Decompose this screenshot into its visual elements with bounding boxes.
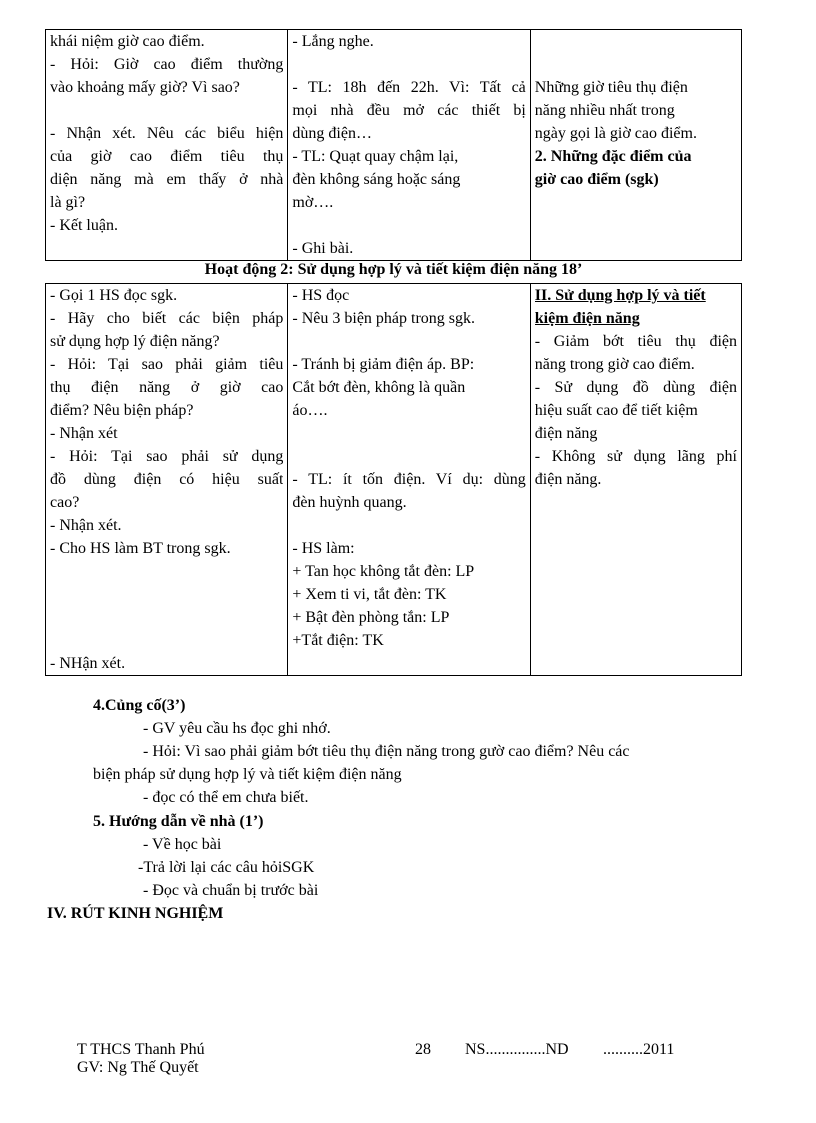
footer-page-number: 28 [415, 1041, 431, 1058]
text-line: - Giảm bớt tiêu thụ điện [534, 333, 737, 350]
section-4-line: - đọc có thể em chưa biết. [143, 789, 309, 806]
text-line: cao? [50, 494, 80, 511]
text-line: - HS làm: [292, 540, 355, 557]
teacher-activity-cell [46, 284, 288, 676]
text-line: - Gọi 1 HS đọc sgk. [50, 287, 178, 304]
text-line: - TL: ít tốn điện. Ví dụ: dùng [292, 471, 526, 488]
text-line: + Bật đèn phòng tắn: LP [292, 609, 450, 626]
section-4-line: biện pháp sử dụng hợp lý và tiết kiệm điện năng [93, 766, 402, 783]
section-5-line: - Về học bài [143, 836, 222, 853]
content-cell [530, 30, 741, 261]
text-line: kiệm điện năng [534, 310, 640, 327]
text-line: - Sử dụng đồ dùng điện [534, 379, 737, 396]
lesson-table-part2 [45, 283, 742, 676]
text-line: - Ghi bài. [292, 240, 354, 257]
text-line: Cắt bớt đèn, không là quần [292, 379, 466, 396]
footer-year: ..........2011 [603, 1041, 675, 1058]
text-line: - Hãy cho biết các biện pháp [50, 310, 284, 327]
text-line: II. Sử dụng hợp lý và tiết [534, 287, 706, 304]
text-line: dùng điện… [292, 125, 372, 142]
section-5-title: 5. Hướng dẫn về nhà (1’) [93, 813, 264, 830]
text-line: của giờ cao điểm tiêu thụ [50, 148, 284, 165]
section-4-line: - GV yêu cầu hs đọc ghi nhớ. [143, 720, 331, 737]
text-line: 2. Những đặc điểm của [534, 148, 692, 165]
text-line: - Nhận xét [50, 425, 118, 442]
text-line: là gì? [50, 194, 86, 211]
text-line: hiệu suất cao để tiết kiệm [534, 402, 698, 419]
text-line: - Hỏi: Tại sao phải giảm tiêu [50, 356, 284, 373]
section-4-title: 4.Củng cố(3’) [93, 697, 186, 714]
text-line: - TL: 18h đến 22h. Vì: Tất cả [292, 79, 526, 96]
text-line: sử dụng hợp lý điện năng? [50, 333, 220, 350]
text-line: đồ dùng điện có hiệu suất [50, 471, 284, 488]
text-line: khái niệm giờ cao điểm. [50, 33, 205, 50]
text-line: năng trong giờ cao điểm. [534, 356, 695, 373]
text-line: mờ…. [292, 194, 334, 211]
footer-teacher: GV: Ng Thế Quyết [77, 1059, 199, 1076]
text-line: vào khoảng mấy giờ? Vì sao? [50, 79, 240, 96]
text-line: - TL: Quạt quay chậm lại, [292, 148, 459, 165]
section-4-line: - Hỏi: Vì sao phải giảm bớt tiêu thụ điện năng trong gườ cao điểm? Nêu các [143, 743, 630, 760]
footer-school: T THCS Thanh Phú [77, 1041, 205, 1058]
text-line: đèn không sáng hoặc sáng [292, 171, 461, 188]
text-line: điểm? Nêu biện pháp? [50, 402, 194, 419]
text-line: điện năng [534, 425, 598, 442]
text-line: + Tan học không tắt đèn: LP [292, 563, 475, 580]
text-line: mọi nhà đều mở các thiết bị [292, 102, 526, 119]
text-line: - Kết luận. [50, 217, 118, 234]
text-line: áo…. [292, 402, 328, 419]
text-line: thụ điện năng ở giờ cao [50, 379, 284, 396]
text-line: - Nhận xét. [50, 517, 122, 534]
lesson-table-part1 [45, 29, 742, 261]
text-line: - Cho HS làm BT trong sgk. [50, 540, 231, 557]
text-line: diện năng mà em thấy ở nhà [50, 171, 284, 188]
text-line: đèn huỳnh quang. [292, 494, 407, 511]
text-line: - Nêu 3 biện pháp trong sgk. [292, 310, 476, 327]
text-line: - HS đọc [292, 287, 350, 304]
text-line: +Tắt điện: TK [292, 632, 384, 649]
footer-ns-nd: NS...............ND [465, 1041, 569, 1058]
section-5-line: -Trả lời lại các câu hỏiSGK [138, 859, 315, 876]
text-line: - Hỏi: Giờ cao điểm thường [50, 56, 284, 73]
text-line: - Hỏi: Tại sao phải sử dụng [50, 448, 284, 465]
text-line: - NHận xét. [50, 655, 126, 672]
text-line: giờ cao điểm (sgk) [534, 171, 659, 188]
content-cell [530, 284, 741, 676]
text-line: ngày gọi là giờ cao điểm. [534, 125, 697, 142]
text-line: năng nhiều nhất trong [534, 102, 675, 119]
section-5-line: - Đọc và chuẩn bị trước bài [143, 882, 319, 899]
text-line: - Lắng nghe. [292, 33, 374, 50]
text-line: điện năng. [534, 471, 602, 488]
teacher-activity-cell [46, 30, 288, 261]
student-activity-cell [288, 30, 530, 261]
text-line: Những giờ tiêu thụ điện [534, 79, 688, 96]
section-iv-title: IV. RÚT KINH NGHIỆM [47, 905, 224, 922]
text-line: + Xem ti vi, tắt đèn: TK [292, 586, 447, 603]
text-line: - Tránh bị giảm điện áp. BP: [292, 356, 475, 373]
text-line: - Nhận xét. Nêu các biểu hiện [50, 125, 284, 142]
activity-2-heading: Hoạt động 2: Sử dụng hợp lý và tiết kiệm điện năng 18’ [204, 261, 583, 278]
text-line: - Không sử dụng lãng phí [534, 448, 737, 465]
student-activity-cell [288, 284, 530, 676]
